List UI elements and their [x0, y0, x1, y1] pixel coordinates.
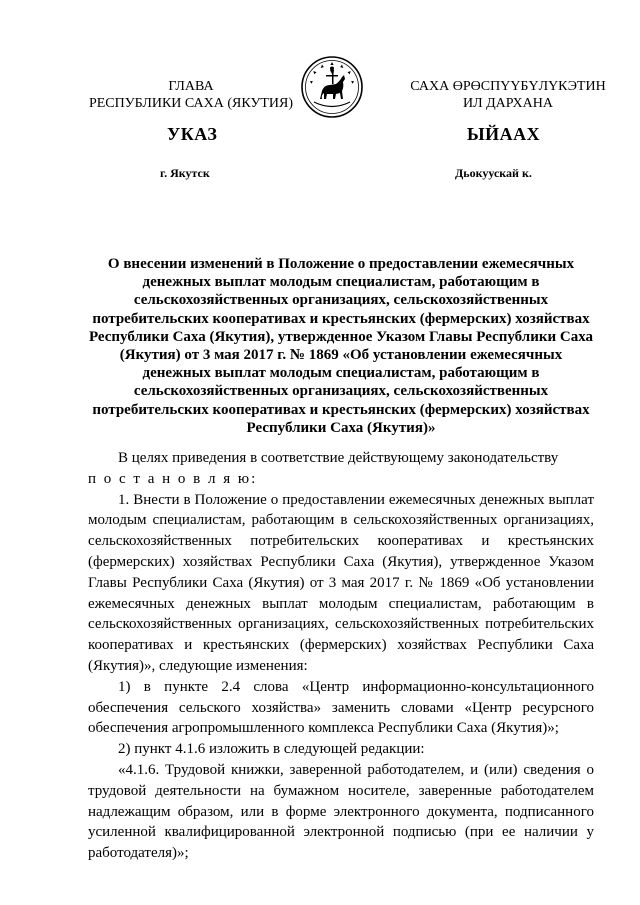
intro-paragraph: В целях приведения в соответствие действующему законодательству — [118, 450, 559, 466]
decree-body — [88, 448, 594, 864]
doc-type-sakha: ЫЙААХ — [467, 124, 541, 144]
decree-title: О внесении изменений в Положение о предоставлении ежемесячных денежных выплат молодым специалистам, работающим в сельскохозяйственных организациях, сельскохозяйственных потребительских кооперативах и крестьянских (фермерских) хозяйствах Республики Саха (Якутия), утвержденное Указом Главы Республики Саха (Якутия) от 3 мая 2017 г. № 1869 «Об установлении ежемесячных денежных выплат молодым специалистам, работающим в сельскохозяйственных организациях, сельскохозяйственных потребительских кооперативах и крестьянских (фермерских) хозяйствах Республики Саха (Якутия)» — [88, 256, 594, 436]
issuer-sakha-line2: ИЛ ДАРХАНА — [462, 96, 553, 111]
place-sakha: Дьокуускай к. — [455, 166, 532, 180]
issuer-ru — [81, 78, 301, 112]
decree-word: п о с т а н о в л я ю: — [88, 470, 258, 487]
issuer-sakha-line1: САХА ӨРӨСПҮҮБҮЛҮКЭТИН — [410, 79, 606, 94]
subitem-1: 1) в пункте 2.4 слова «Центр информационно-консультационного обеспечения сельского хозяйства» заменить словами «Центр ресурсного обеспечения агропромышленного комплекса Республики Саха (Якутия)»; — [88, 678, 594, 737]
issuer-sakha — [398, 78, 618, 112]
item-1: 1. Внести в Положение о предоставлении ежемесячных денежных выплат молодым специалистам, работающим в сельскохозяйственных организациях, сельскохозяйственных потребительских кооперативах и крестьянских (фермерских) хозяйствах Республики Саха (Якутия), утвержденное Указом Главы Республики Саха (Якутия) от 3 мая 2017 г. № 1869 «Об установлении ежемесячных денежных выплат молодым специалистам, работающим в сельскохозяйственных организациях, сельскохозяйственных потребительских кооперативах и крестьянских (фермерских) хозяйствах Республики Саха (Якутия)», следующие изменения: — [88, 491, 594, 674]
issuer-ru-line1: ГЛАВА — [168, 79, 214, 94]
doc-type-ru: УКАЗ — [167, 124, 218, 144]
sakha-coat-of-arms-emblem — [300, 55, 364, 119]
place-ru: г. Якутск — [160, 166, 210, 180]
issuer-ru-line2: РЕСПУБЛИКИ САХА (ЯКУТИЯ) — [88, 96, 294, 111]
subitem-2: 2) пункт 4.1.6 изложить в следующей редакции: — [118, 741, 425, 758]
quoted-provision: «4.1.6. Трудовой книжки, заверенной работодателем, и (или) сведения о трудовой деятельности на бумажном носителе, заверенные работодателем надлежащим образом, или в форме электронного документа, подписанного усиленной квалифицированной электронной подписью (при ее наличии у работодателя)»; — [88, 761, 594, 862]
